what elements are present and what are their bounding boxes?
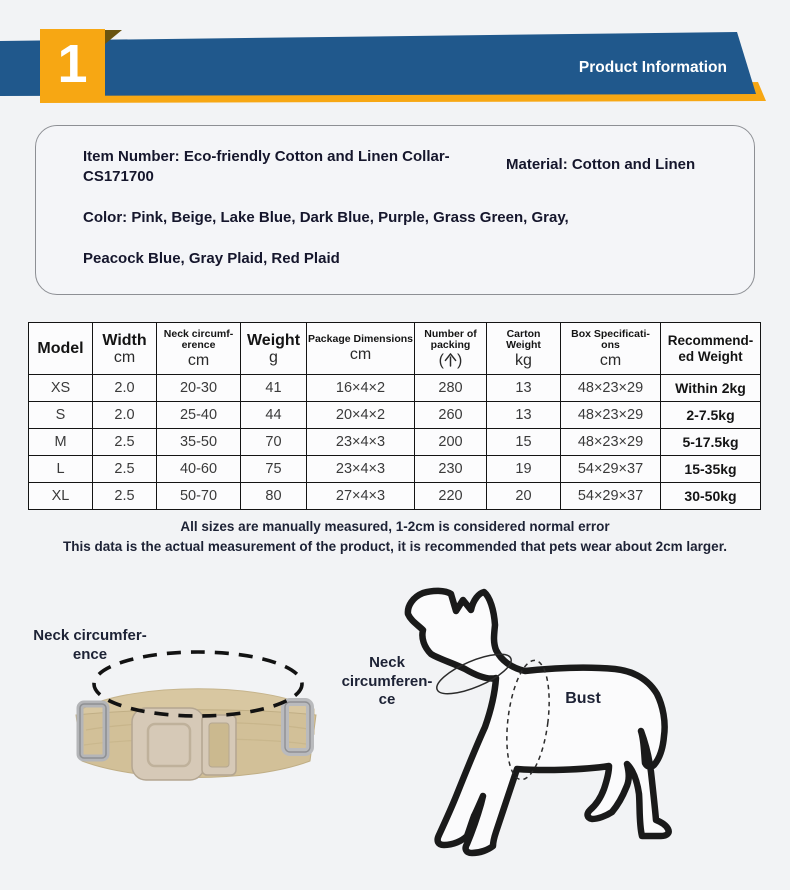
collar-label-line1: Neck circumfer- — [33, 627, 147, 644]
dog-neck-circumference-label — [332, 654, 442, 710]
bust-label: Bust — [565, 690, 601, 707]
column-header-line: Number of — [424, 327, 477, 340]
column-unit: cm — [349, 345, 372, 363]
column-header — [157, 323, 241, 375]
table-cell: 2.5 — [93, 456, 157, 483]
dog-neck-label-line2: circumferen- — [341, 672, 433, 690]
item-number-text: Item Number: Eco-friendly Cotton and Linen Collar-CS171700 — [83, 148, 450, 185]
table-cell: 15 — [487, 429, 561, 456]
table-cell: 41 — [241, 375, 307, 402]
table-cell: L — [29, 456, 93, 483]
table-cell: 2.0 — [93, 375, 157, 402]
column-header — [241, 323, 307, 375]
table-cell: 54×29×37 — [561, 456, 661, 483]
column-header-line: Model — [37, 340, 84, 357]
table-cell: 54×29×37 — [561, 483, 661, 510]
product-info-box — [35, 125, 755, 295]
color-options-line1: Color: Pink, Beige, Lake Blue, Dark Blue, Purple, Grass Green, Gray, — [83, 209, 569, 226]
column-header-line: erence — [181, 339, 216, 351]
collar-label-line2: ence — [72, 646, 108, 663]
table-cell: 16×4×2 — [307, 375, 415, 402]
column-header-line: ed Weight — [678, 348, 743, 364]
ge-character-icon — [444, 352, 457, 367]
size-table-head — [29, 323, 761, 375]
column-unit: cm — [599, 351, 622, 369]
column-header-line: Width — [102, 331, 147, 349]
column-header — [561, 323, 661, 375]
size-table-body — [29, 375, 761, 510]
table-cell: 20×4×2 — [307, 402, 415, 429]
dog-outline-illustration — [393, 580, 703, 880]
table-cell: 5-17.5kg — [661, 429, 761, 456]
column-unit: cm — [187, 351, 210, 369]
table-cell: 2-7.5kg — [661, 402, 761, 429]
column-header-line: Weight — [246, 331, 301, 349]
color-options-line2: Peacock Blue, Gray Plaid, Red Plaid — [83, 250, 340, 267]
table-row — [29, 402, 761, 429]
table-cell: 80 — [241, 483, 307, 510]
collar-neck-circumference-label — [15, 626, 165, 664]
table-cell: 48×23×29 — [561, 429, 661, 456]
table-cell: XL — [29, 483, 93, 510]
table-row — [29, 456, 761, 483]
note-line-2: This data is the actual measurement of the product, it is recommended that pets wear about 2cm larger. — [63, 539, 727, 554]
table-cell: 15-35kg — [661, 456, 761, 483]
column-header-line: Carton — [506, 327, 541, 340]
table-cell: S — [29, 402, 93, 429]
table-cell: 2.5 — [93, 483, 157, 510]
table-cell: 23×4×3 — [307, 429, 415, 456]
table-cell: 230 — [415, 456, 487, 483]
table-cell: 25-40 — [157, 402, 241, 429]
table-cell: 20 — [487, 483, 561, 510]
column-header-line: Box Specificati- — [571, 327, 650, 340]
table-cell: 13 — [487, 375, 561, 402]
collar-buckle-slot — [209, 723, 229, 767]
table-cell: M — [29, 429, 93, 456]
table-cell: 35-50 — [157, 429, 241, 456]
table-cell: 20-30 — [157, 375, 241, 402]
table-cell: 75 — [241, 456, 307, 483]
column-header-line: Package Dimensions — [307, 333, 414, 346]
dog-neck-label-line3: ce — [378, 691, 396, 708]
section-title: Product Information — [578, 59, 727, 76]
dog-body-outline — [408, 591, 669, 853]
table-cell: 23×4×3 — [307, 456, 415, 483]
table-cell: 70 — [241, 429, 307, 456]
table-cell: 2.0 — [93, 402, 157, 429]
table-cell: 13 — [487, 402, 561, 429]
column-header-line: Weight — [506, 339, 541, 351]
table-row — [29, 375, 761, 402]
table-cell: XS — [29, 375, 93, 402]
dog-neck-label-line1: Neck — [369, 654, 405, 671]
table-cell: 40-60 — [157, 456, 241, 483]
table-cell: 30-50kg — [661, 483, 761, 510]
column-header — [29, 323, 93, 375]
column-header-line: ons — [601, 339, 620, 351]
table-cell: 220 — [415, 483, 487, 510]
table-cell: 280 — [415, 375, 487, 402]
table-cell: 44 — [241, 402, 307, 429]
note-line-1: All sizes are manually measured, 1-2cm is considered normal error — [180, 519, 610, 534]
column-header — [487, 323, 561, 375]
column-header-line: Recommend- — [667, 332, 754, 348]
table-cell: 48×23×29 — [561, 402, 661, 429]
column-header — [307, 323, 415, 375]
table-row — [29, 429, 761, 456]
column-header-line: Neck circumf- — [163, 327, 234, 340]
table-cell: 2.5 — [93, 429, 157, 456]
column-header — [93, 323, 157, 375]
material-text: Material: Cotton and Linen — [506, 156, 696, 173]
column-header — [415, 323, 487, 375]
table-cell: 50-70 — [157, 483, 241, 510]
table-cell: 200 — [415, 429, 487, 456]
table-cell: 19 — [487, 456, 561, 483]
size-table — [28, 322, 761, 510]
collar-buckle-button — [148, 724, 190, 766]
table-cell: 27×4×3 — [307, 483, 415, 510]
section-number: 1 — [57, 33, 88, 94]
table-cell: Within 2kg — [661, 375, 761, 402]
column-unit: g — [269, 348, 278, 366]
column-unit: cm — [113, 348, 136, 366]
column-unit: kg — [515, 351, 532, 369]
table-cell: 260 — [415, 402, 487, 429]
table-cell: 48×23×29 — [561, 375, 661, 402]
column-header — [661, 323, 761, 375]
column-header-line: packing — [430, 339, 471, 351]
column-unit: ( ) — [438, 351, 463, 369]
table-row — [29, 483, 761, 510]
